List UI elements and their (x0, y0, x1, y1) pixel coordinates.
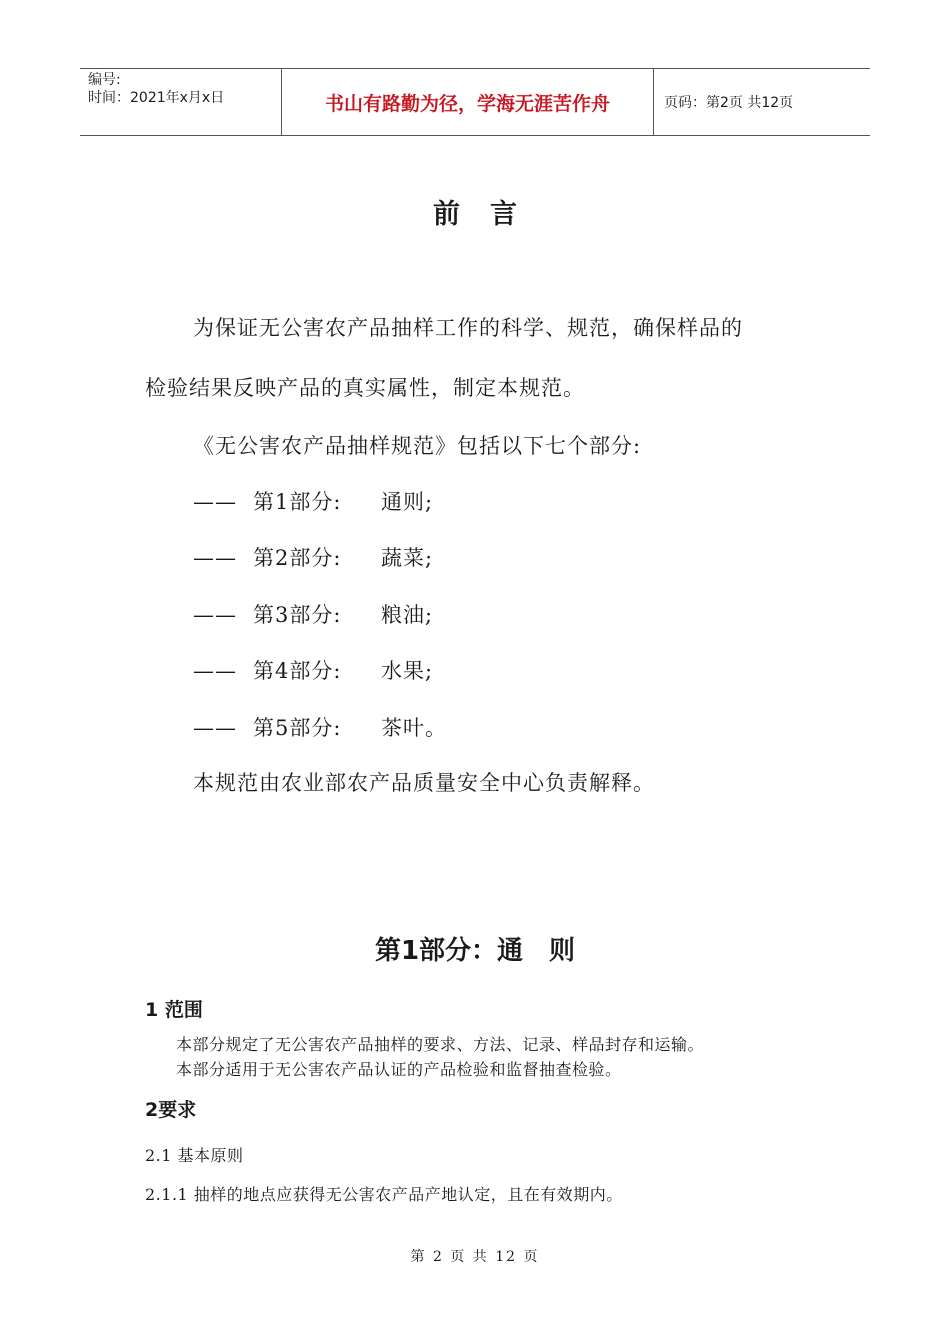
page-footer: 第 2 页 共 12 页 (410, 1249, 540, 1265)
list-item (193, 599, 433, 629)
list-item (193, 712, 447, 742)
part-desc: 蔬菜; (381, 546, 434, 570)
preface-paragraph-3: 《无公害农产品抽样规范》包括以下七个部分: (193, 434, 642, 458)
header-meta-cell (80, 69, 282, 135)
scope-line-1: 本部分规定了无公害农产品抽样的要求、方法、记录、样品封存和运输。 (176, 1035, 705, 1054)
part-name: 第3部分: (253, 603, 342, 627)
scope-line-2: 本部分适用于无公害农产品认证的产品检验和监督抽查检验。 (176, 1060, 622, 1079)
section-2-1: 2.1 基本原则 (145, 1146, 244, 1165)
preface-paragraph-1: 为保证无公害农产品抽样工作的科学、规范，确保样品的 (193, 316, 743, 340)
preface-title: 前言 (433, 199, 547, 230)
part1-title: 第1部分：通 则 (374, 936, 576, 966)
list-dash: —— (193, 490, 237, 514)
part-name: 第4部分: (253, 659, 342, 683)
part-name: 第1部分: (253, 490, 342, 514)
list-dash: —— (193, 716, 237, 740)
list-dash: —— (193, 546, 237, 570)
header-motto: 书山有路勤为径，学海无涯苦作舟 (282, 69, 654, 135)
part-desc: 水果; (381, 659, 434, 683)
part-desc: 茶叶。 (381, 716, 447, 740)
preface-paragraph-4: 本规范由农业部农产品质量安全中心负责解释。 (193, 771, 655, 795)
part-desc: 通则; (381, 490, 434, 514)
page-header (80, 68, 870, 136)
list-item (193, 486, 433, 516)
list-dash: —— (193, 603, 237, 627)
document-time-label: 时间：2021年x月x日 (88, 90, 225, 106)
header-page-info: 页码：第2页 共12页 (664, 95, 794, 111)
list-item (193, 655, 433, 685)
list-dash: —— (193, 659, 237, 683)
part-name: 第2部分: (253, 546, 342, 570)
part-desc: 粮油; (381, 603, 434, 627)
list-item (193, 542, 433, 572)
scope-heading: 1 范围 (145, 999, 203, 1021)
preface-paragraph-2: 检验结果反映产品的真实属性，制定本规范。 (145, 376, 585, 400)
section-2-1-1: 2.1.1 抽样的地点应获得无公害农产品产地认定，且在有效期内。 (145, 1185, 623, 1204)
part-name: 第5部分: (253, 716, 342, 740)
requirements-heading: 2要求 (145, 1099, 197, 1121)
document-number-label: 编号: (88, 72, 121, 88)
